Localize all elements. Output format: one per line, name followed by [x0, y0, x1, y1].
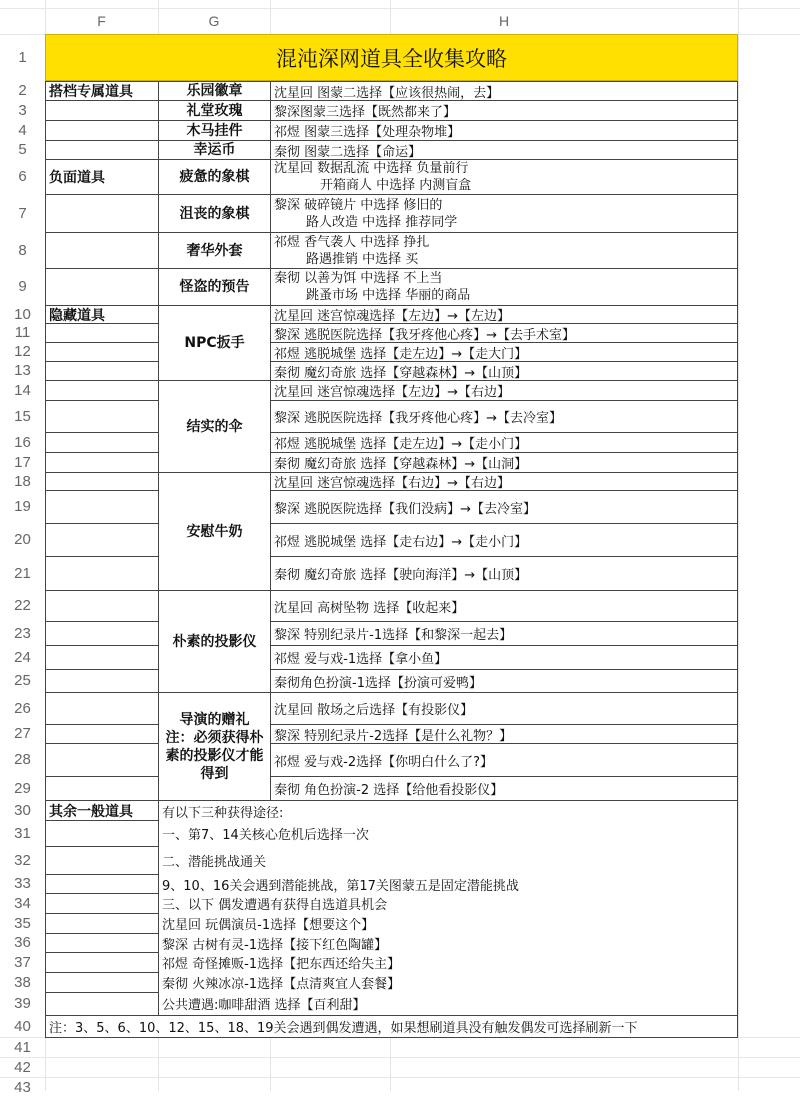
empty-cell[interactable]: [45, 556, 159, 591]
method-line: 秦彻 以善为饵 中选择 不上当: [274, 271, 443, 286]
row-number[interactable]: 35: [14, 914, 31, 932]
item-name[interactable]: 幸运币: [158, 140, 271, 160]
method-cell[interactable]: [270, 159, 738, 195]
row-number[interactable]: 40: [14, 1017, 31, 1035]
row-number[interactable]: 8: [18, 241, 27, 259]
method-cell[interactable]: 黎深 特别纪录片-2选择【是什么礼物？】: [270, 724, 738, 744]
general-line[interactable]: 秦彻 火辣冰凉-1选择【点清爽宜人套餐】: [158, 972, 738, 993]
empty-cell[interactable]: [45, 400, 159, 433]
method-cell[interactable]: 秦彻 魔幻奇旅 选择【驶向海洋】→【山顶】: [270, 556, 738, 591]
empty-cell[interactable]: [45, 140, 159, 160]
gridline: [0, 1057, 800, 1058]
row-number[interactable]: 27: [14, 725, 31, 742]
method-cell[interactable]: 秦彻 魔幻奇旅 选择【穿越森林】→【山洞】: [270, 452, 738, 473]
method-cell[interactable]: 祁煜 逃脱城堡 选择【走左边】→【走小门】: [270, 432, 738, 453]
empty-cell[interactable]: [45, 913, 159, 934]
item-name[interactable]: NPC扳手: [158, 305, 271, 381]
method-cell[interactable]: 沈星回 迷宫惊魂选择【左边】→【左边】: [270, 305, 738, 324]
empty-cell[interactable]: [45, 692, 159, 725]
row-number[interactable]: 42: [14, 1058, 31, 1076]
row-number[interactable]: 33: [14, 875, 31, 892]
row-number[interactable]: 28: [14, 751, 31, 768]
method-cell[interactable]: 祁煜 爱与戏-1选择【拿小鱼】: [270, 645, 738, 670]
gridline: [0, 1077, 800, 1078]
row-number[interactable]: 2: [18, 82, 27, 99]
item-name-line: 注：必须获得朴: [165, 729, 264, 746]
method-line: 路人改造 中选择 推荐同学: [306, 214, 458, 230]
method-cell[interactable]: 祁煜 图蒙三选择【处理杂物堆】: [270, 120, 738, 141]
empty-cell[interactable]: [45, 380, 159, 401]
method-cell[interactable]: [270, 268, 738, 306]
empty-cell[interactable]: [45, 893, 159, 914]
empty-cell[interactable]: [45, 194, 159, 233]
empty-cell[interactable]: [45, 820, 159, 847]
row-number[interactable]: 36: [14, 934, 31, 951]
row-number[interactable]: 10: [14, 305, 31, 323]
gridline: [738, 0, 739, 1091]
row-number[interactable]: 32: [14, 851, 31, 869]
row-number[interactable]: 39: [14, 995, 31, 1012]
empty-cell[interactable]: [45, 952, 159, 973]
category-partner[interactable]: 搭档专属道具: [45, 81, 159, 101]
column-header-f[interactable]: F: [97, 13, 106, 29]
row-number[interactable]: 16: [14, 433, 31, 451]
method-cell[interactable]: 沈星回 高树坠物 选择【收起来】: [270, 590, 738, 622]
row-number[interactable]: 14: [14, 381, 31, 399]
empty-cell[interactable]: [45, 743, 159, 777]
general-line[interactable]: 9、10、16关会遇到潜能挑战，第17关图蒙五是固定潜能挑战: [158, 874, 738, 894]
item-name[interactable]: 结实的伞: [158, 380, 271, 473]
method-cell[interactable]: [270, 232, 738, 269]
item-name[interactable]: 怪盗的预告: [158, 268, 271, 306]
row-number[interactable]: 19: [14, 498, 31, 515]
method-cell[interactable]: 秦彻 角色扮演-2 选择【给他看投影仪】: [270, 776, 738, 801]
row-number[interactable]: 29: [14, 779, 31, 797]
method-line: 黎深 破碎镜片 中选择 修旧的: [274, 197, 443, 213]
empty-cell[interactable]: [45, 933, 159, 953]
method-cell[interactable]: 祁煜 爱与戏-2选择【你明白什么了?】: [270, 743, 738, 777]
row-number[interactable]: 43: [14, 1078, 31, 1096]
empty-cell[interactable]: [45, 669, 159, 693]
row-number[interactable]: 37: [14, 953, 31, 971]
row-number[interactable]: 13: [14, 362, 31, 379]
row-number[interactable]: 23: [14, 624, 31, 642]
method-cell[interactable]: 秦彻 魔幻奇旅 选择【穿越森林】→【山顶】: [270, 361, 738, 381]
empty-cell[interactable]: [45, 100, 159, 121]
method-cell[interactable]: 沈星回 迷宫惊魂选择【左边】→【右边】: [270, 380, 738, 401]
row-number[interactable]: 4: [18, 121, 27, 139]
row-number[interactable]: 3: [18, 101, 27, 119]
empty-cell[interactable]: [45, 342, 159, 362]
category-negative[interactable]: 负面道具: [45, 159, 159, 195]
row-number[interactable]: 30: [14, 801, 31, 819]
row-number[interactable]: 31: [14, 824, 31, 842]
item-name[interactable]: 疲惫的象棋: [158, 159, 271, 195]
item-name[interactable]: 奢华外套: [158, 232, 271, 269]
empty-cell[interactable]: [45, 472, 159, 491]
method-cell[interactable]: 秦彻角色扮演-1选择【扮演可爱鸭】: [270, 669, 738, 693]
empty-cell[interactable]: [45, 621, 159, 646]
row-number[interactable]: 17: [14, 453, 31, 471]
item-name[interactable]: 乐园徽章: [158, 81, 271, 101]
method-cell[interactable]: 沈星回 散场之后选择【有投影仪】: [270, 692, 738, 725]
method-cell[interactable]: 黎深图蒙三选择【既然都来了】: [270, 100, 738, 121]
empty-cell[interactable]: [45, 776, 159, 801]
empty-cell[interactable]: [45, 724, 159, 744]
row-number[interactable]: 26: [14, 699, 31, 717]
general-line[interactable]: 有以下三种获得途径:: [158, 800, 738, 821]
method-cell[interactable]: [270, 194, 738, 233]
general-line[interactable]: 一、第7、14关核心危机后选择一次: [158, 820, 738, 847]
empty-cell[interactable]: [45, 490, 159, 524]
row-number[interactable]: 21: [14, 564, 31, 582]
method-cell[interactable]: 黎深 逃脱医院选择【我牙疼他心疼】→【去冷室】: [270, 400, 738, 433]
empty-cell[interactable]: [45, 268, 159, 306]
method-cell[interactable]: 黎深 逃脱医院选择【我们没病】→【去冷室】: [270, 490, 738, 524]
method-cell[interactable]: 沈星回 迷宫惊魂选择【右边】→【右边】: [270, 472, 738, 491]
row-number[interactable]: 22: [14, 597, 31, 614]
category-hidden[interactable]: 隐藏道具: [45, 305, 159, 324]
item-name-with-note[interactable]: [158, 692, 271, 801]
empty-cell[interactable]: [45, 846, 159, 875]
method-cell[interactable]: 祁煜 逃脱城堡 选择【走右边】→【走小门】: [270, 523, 738, 557]
row-number[interactable]: 12: [14, 343, 31, 360]
method-line: 沈星回 数据乱流 中选择 负量前行: [274, 161, 469, 176]
column-header-h[interactable]: H: [498, 13, 510, 29]
row-number[interactable]: 6: [18, 168, 27, 185]
method-line: 祁煜 香气袭人 中选择 挣扎: [274, 234, 430, 250]
general-line[interactable]: 公共遭遇:咖啡甜酒 选择【百利甜】: [158, 992, 738, 1016]
category-general[interactable]: 其余一般道具: [45, 800, 159, 821]
sheet-title[interactable]: 混沌深网道具全收集攻略: [45, 34, 738, 81]
empty-cell[interactable]: [45, 323, 159, 343]
row-number[interactable]: 34: [14, 894, 31, 912]
empty-cell[interactable]: [45, 232, 159, 269]
empty-cell[interactable]: [45, 452, 159, 473]
empty-cell[interactable]: [45, 645, 159, 670]
column-header-g[interactable]: G: [208, 13, 220, 29]
row-number[interactable]: 11: [14, 324, 31, 341]
general-line[interactable]: 沈星回 玩偶演员-1选择【想要这个】: [158, 913, 738, 934]
item-name[interactable]: 沮丧的象棋: [158, 194, 271, 233]
general-line[interactable]: 黎深 古树有灵-1选择【接下红色陶罐】: [158, 933, 738, 953]
method-cell[interactable]: 祁煜 逃脱城堡 选择【走左边】→【走大门】: [270, 342, 738, 362]
item-name-line: 得到: [200, 765, 229, 782]
method-line: 路遇推销 中选择 买: [306, 251, 419, 267]
method-line: 跳蚤市场 中选择 华丽的商品: [306, 288, 471, 303]
general-line[interactable]: 二、潜能挑战通关: [158, 846, 738, 875]
row-number[interactable]: 1: [18, 49, 27, 66]
general-line[interactable]: 三、以下 偶发遭遇有获得自选道具机会: [158, 893, 738, 914]
empty-cell[interactable]: [45, 432, 159, 453]
row-number[interactable]: 15: [14, 407, 31, 425]
row-number[interactable]: 9: [18, 278, 27, 295]
row-number[interactable]: 20: [14, 531, 31, 548]
note-cell[interactable]: 注：3、5、6、10、12、15、18、19关会遇到偶发遭遇，如果想刷道具没有触发偶发可选择刷新一下: [45, 1015, 738, 1038]
row-number[interactable]: 38: [14, 973, 31, 991]
item-name[interactable]: 木马挂件: [158, 120, 271, 141]
item-name[interactable]: 安慰牛奶: [158, 472, 271, 591]
empty-cell[interactable]: [45, 590, 159, 622]
item-name[interactable]: 朴素的投影仪: [158, 590, 271, 693]
general-line[interactable]: 祁煜 奇怪摊贩-1选择【把东西还给失主】: [158, 952, 738, 973]
item-name-line: 素的投影仪才能: [165, 747, 264, 764]
item-name-line: 导演的赠礼: [179, 711, 250, 728]
row-number[interactable]: 25: [14, 672, 31, 689]
method-cell[interactable]: 沈星回 图蒙二选择【应该很热闹，去】: [270, 81, 738, 101]
empty-cell[interactable]: [45, 361, 159, 381]
row-number[interactable]: 18: [14, 472, 31, 490]
item-name[interactable]: 礼堂玫瑰: [158, 100, 271, 121]
empty-cell[interactable]: [45, 523, 159, 557]
empty-cell[interactable]: [45, 120, 159, 141]
row-number[interactable]: 41: [14, 1038, 31, 1056]
empty-cell[interactable]: [45, 972, 159, 993]
row-number[interactable]: 7: [18, 204, 27, 222]
empty-cell[interactable]: [45, 992, 159, 1016]
empty-cell[interactable]: [45, 874, 159, 894]
method-cell[interactable]: 秦彻 图蒙二选择【命运】: [270, 140, 738, 160]
method-cell[interactable]: 黎深 特别纪录片-1选择【和黎深一起去】: [270, 621, 738, 646]
row-number[interactable]: 24: [14, 648, 31, 666]
method-cell[interactable]: 黎深 逃脱医院选择【我牙疼他心疼】→【去手术室】: [270, 323, 738, 343]
method-line: 开箱商人 中选择 内测盲盒: [320, 178, 472, 193]
row-number[interactable]: 5: [18, 141, 27, 158]
